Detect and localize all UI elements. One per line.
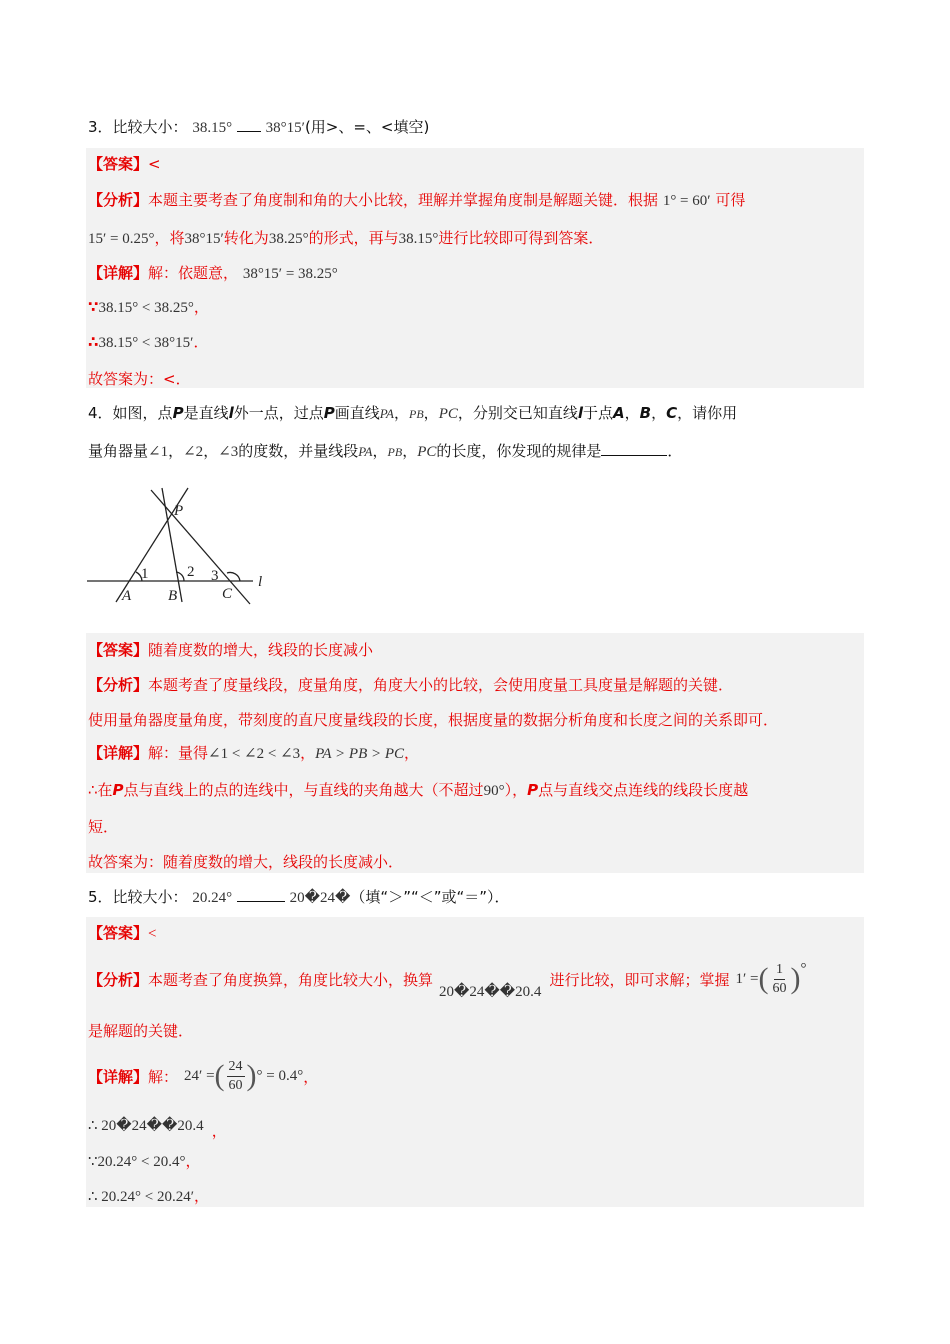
q3-analysis-math: 1° = 60′: [662, 193, 711, 209]
q4-text: 画直线: [334, 404, 380, 422]
fraction-numerator: 1: [774, 961, 785, 980]
q4-text: ，: [624, 404, 640, 422]
q5-suffix: （填“＞”“＜”或“＝”）．: [350, 888, 510, 906]
q3-analysis-text: 可得: [715, 191, 746, 209]
q4-text: ，: [423, 404, 439, 422]
q5-analysis-line-2: 是解题的关键．: [88, 1022, 194, 1040]
q4-detail-text: ，: [300, 744, 316, 762]
fraction-numerator: 24: [227, 1058, 245, 1077]
q4-detail-text: ∴在: [88, 781, 113, 799]
q4-segment: PB: [409, 407, 424, 421]
q4-text: ．: [667, 442, 683, 460]
q5-analysis-tag: 【分析】: [88, 970, 149, 989]
q3-analysis-text: 转化为: [223, 229, 269, 247]
q5-detail-line-4: [88, 1185, 209, 1206]
right-paren: ): [790, 962, 801, 995]
q4-angle: ∠2: [183, 444, 204, 460]
q5-answer: [88, 922, 156, 943]
label-angle-1: 1: [141, 566, 149, 582]
q4-analysis-line-2: 使用量角器度量角度，带刻度的直尺度量线段的长度，根据度量的数据分析角度和长度之间的关系即可．: [88, 711, 779, 729]
q4-point: A: [613, 404, 625, 422]
q5-right: 20�24�: [289, 890, 351, 906]
q4-point: B: [639, 404, 652, 422]
q4-line-name: l: [228, 404, 234, 422]
q3-number: 3．: [88, 118, 113, 136]
q4-analysis-line-1: [88, 674, 733, 695]
q4-point: P: [323, 404, 335, 422]
q4-detail-line-3: 短．: [88, 818, 119, 836]
q4-number: 4．: [88, 404, 113, 422]
q5-detail-text: ，: [194, 1187, 210, 1205]
fraction-denominator: 60: [772, 980, 787, 996]
label-b: B: [168, 588, 178, 604]
q4-text: 的度数，并量线段: [238, 442, 359, 460]
q5-fraction-24-over-60: [215, 1058, 257, 1095]
q4-point: C: [666, 404, 678, 422]
q4-text: ，: [393, 404, 409, 422]
q5-answer-value: <: [148, 926, 157, 942]
q4-angle: ∠1: [148, 444, 169, 460]
q3-answer: [88, 153, 161, 174]
label-angle-2: 2: [187, 564, 195, 580]
q3-answer-tag: 【答案】: [88, 155, 149, 173]
q5-analysis-text: 进行比较，即可求解；掌握: [549, 970, 730, 989]
q5-detail-text: ，: [185, 1152, 201, 1170]
q5-detail-math: ∴ 20.24° < 20.24′: [88, 1189, 195, 1205]
q4-answer-tag: 【答案】: [88, 641, 149, 659]
q5-detail-math: ∴ 20�24��20.4: [88, 1118, 204, 1134]
q5-answer-blank: [237, 889, 285, 902]
q3-detail-line-1: [88, 262, 338, 283]
q3-detail-math: 38.15° < 38°15′: [98, 335, 194, 351]
label-p: P: [174, 503, 184, 519]
q4-text: 的长度，你发现的规律是: [436, 442, 602, 460]
q4-line-name: l: [577, 404, 584, 422]
q5-question: [88, 886, 510, 907]
q3-suffix: (用>、=、<填空): [304, 118, 430, 136]
q4-question-line-1: [88, 402, 737, 423]
q4-text: ，请你用: [677, 404, 738, 422]
q3-analysis-text: 本题主要考查了角度制和角的大小比较，理解并掌握角度制是解题关键．根据: [148, 191, 659, 209]
q5-analysis-math: 20�24��20.4: [439, 983, 542, 1000]
label-a: A: [122, 588, 132, 604]
label-c: C: [222, 586, 233, 602]
q5-detail-line-1: [88, 1053, 318, 1099]
q5-detail-tag: 【详解】: [88, 1067, 149, 1086]
q3-analysis-math: 38.15°: [398, 231, 439, 247]
q4-text: 于点: [583, 404, 614, 422]
q5-detail-math: ° = 0.4°: [256, 1067, 304, 1084]
q4-angle: ∠3: [218, 444, 239, 460]
q5-detail-text: ，: [211, 1122, 227, 1140]
label-angle-3: 3: [211, 568, 219, 584]
q5-number: 5．: [88, 888, 113, 906]
q3-analysis-math: 38.25°: [268, 231, 309, 247]
q3-detail-line-3: [88, 331, 208, 352]
q4-point: P: [112, 781, 124, 799]
q5-detail-line-3: [88, 1150, 201, 1171]
degree-symbol: °: [800, 960, 807, 977]
q4-detail-text: ），: [504, 781, 528, 799]
q5-detail-math: ∵20.24° < 20.4°: [88, 1154, 186, 1170]
q4-detail-line-1: [88, 742, 419, 763]
q4-text: 是直线: [183, 404, 229, 422]
label-l: l: [258, 574, 263, 590]
q4-detail-text: 点与直线交点连线的线段长度越: [538, 781, 749, 799]
left-paren: (: [214, 1059, 225, 1092]
q3-analysis-tag: 【分析】: [88, 191, 149, 209]
q4-segment: PC: [417, 444, 437, 460]
q4-text: 如图，点: [112, 404, 173, 422]
left-paren: (: [758, 962, 769, 995]
q3-question: [88, 116, 429, 137]
q3-final: 故答案为：<．: [88, 370, 191, 388]
q5-fraction-1-over-60: [758, 961, 800, 998]
q4-segment: PC: [438, 406, 458, 422]
q4-figure: [84, 482, 284, 612]
q3-analysis-math: 38°15′: [184, 231, 224, 247]
q5-left: 20.24°: [192, 890, 233, 906]
q4-detail-text: ，: [404, 744, 420, 762]
q3-detail-tag: 【详解】: [88, 264, 149, 282]
q5-answer-tag: 【答案】: [88, 924, 149, 942]
q4-text: ，: [402, 442, 418, 460]
q3-detail-math: 38.15° < 38.25°: [98, 300, 194, 316]
q4-segment: PA: [358, 444, 373, 459]
q5-detail-text: ，: [303, 1067, 319, 1086]
q5-analysis-text: 本题考查了角度换算，角度比较大小，换算: [148, 970, 434, 989]
q3-left: 38.15°: [192, 120, 233, 136]
q4-final: 故答案为：随着度数的增大，线段的长度减小．: [88, 853, 404, 871]
q4-detail-math: 90°: [483, 783, 505, 799]
q3-prefix: 比较大小：: [112, 118, 188, 136]
q4-answer-blank: [601, 443, 667, 456]
q4-detail-text: 点与直线上的点的连线中，与直线的夹角越大（不超过: [123, 781, 484, 799]
q5-detail-text: 解：: [148, 1067, 179, 1086]
q3-analysis-text: ，将: [154, 229, 185, 247]
q4-detail-line-2: [88, 779, 748, 800]
q3-analysis-text: 的形式，再与: [308, 229, 399, 247]
q4-segment: PB: [387, 445, 403, 459]
q5-prefix: 比较大小：: [112, 888, 188, 906]
q4-text: 量角器量: [88, 442, 149, 460]
q4-detail-tag: 【详解】: [88, 744, 149, 762]
q4-answer: [88, 639, 373, 660]
q5-analysis-line-1: [88, 956, 806, 1002]
q4-text: ，: [168, 442, 184, 460]
q4-detail-text: 解：量得: [148, 744, 209, 762]
q3-analysis-math: 15′ = 0.25°: [88, 231, 155, 247]
q4-text: ，: [372, 442, 388, 460]
q3-answer-value: <: [148, 155, 161, 173]
q4-text: ，分别交已知直线: [457, 404, 578, 422]
q3-analysis-text: 进行比较即可得到答案．: [438, 229, 604, 247]
q3-detail-text: 解：依题意，: [148, 264, 239, 282]
q3-analysis-line-1: [88, 189, 745, 210]
q3-detail-text: ．: [193, 333, 209, 351]
q3-analysis-line-2: [88, 227, 603, 248]
q5-detail-math: 24′ =: [184, 1067, 215, 1084]
line-pc: [151, 490, 250, 604]
q4-text: ，: [651, 404, 667, 422]
q4-answer-value: 随着度数的增大，线段的长度减小: [148, 641, 374, 659]
q4-detail-math: ∠1 < ∠2 < ∠3: [208, 746, 301, 762]
q3-detail-text: ，: [193, 298, 209, 316]
q4-point: P: [527, 781, 539, 799]
q4-text: ，: [203, 442, 219, 460]
q3-answer-blank: [237, 119, 261, 132]
q4-segment: PA: [379, 406, 394, 421]
q5-analysis-math: 1′ =: [735, 970, 759, 987]
q3-right: 38°15′: [265, 120, 305, 136]
q4-point: P: [172, 404, 184, 422]
because-symbol: ∵: [88, 298, 99, 316]
q4-text: 外一点，过点: [233, 404, 324, 422]
q4-analysis-tag: 【分析】: [88, 676, 149, 694]
fraction-denominator: 60: [228, 1077, 243, 1093]
q4-question-line-2: [88, 440, 682, 461]
q5-detail-line-2: [88, 1114, 227, 1140]
therefore-symbol: ∴: [88, 333, 99, 351]
q4-analysis-text: 本题考查了度量线段，度量角度，角度大小的比较，会使用度量工具度量是解题的关键．: [148, 676, 734, 694]
q3-detail-line-2: [88, 296, 209, 317]
q4-detail-math: PA > PB > PC: [315, 746, 405, 762]
q3-detail-math: 38°15′ = 38.25°: [242, 266, 338, 282]
right-paren: ): [246, 1059, 257, 1092]
